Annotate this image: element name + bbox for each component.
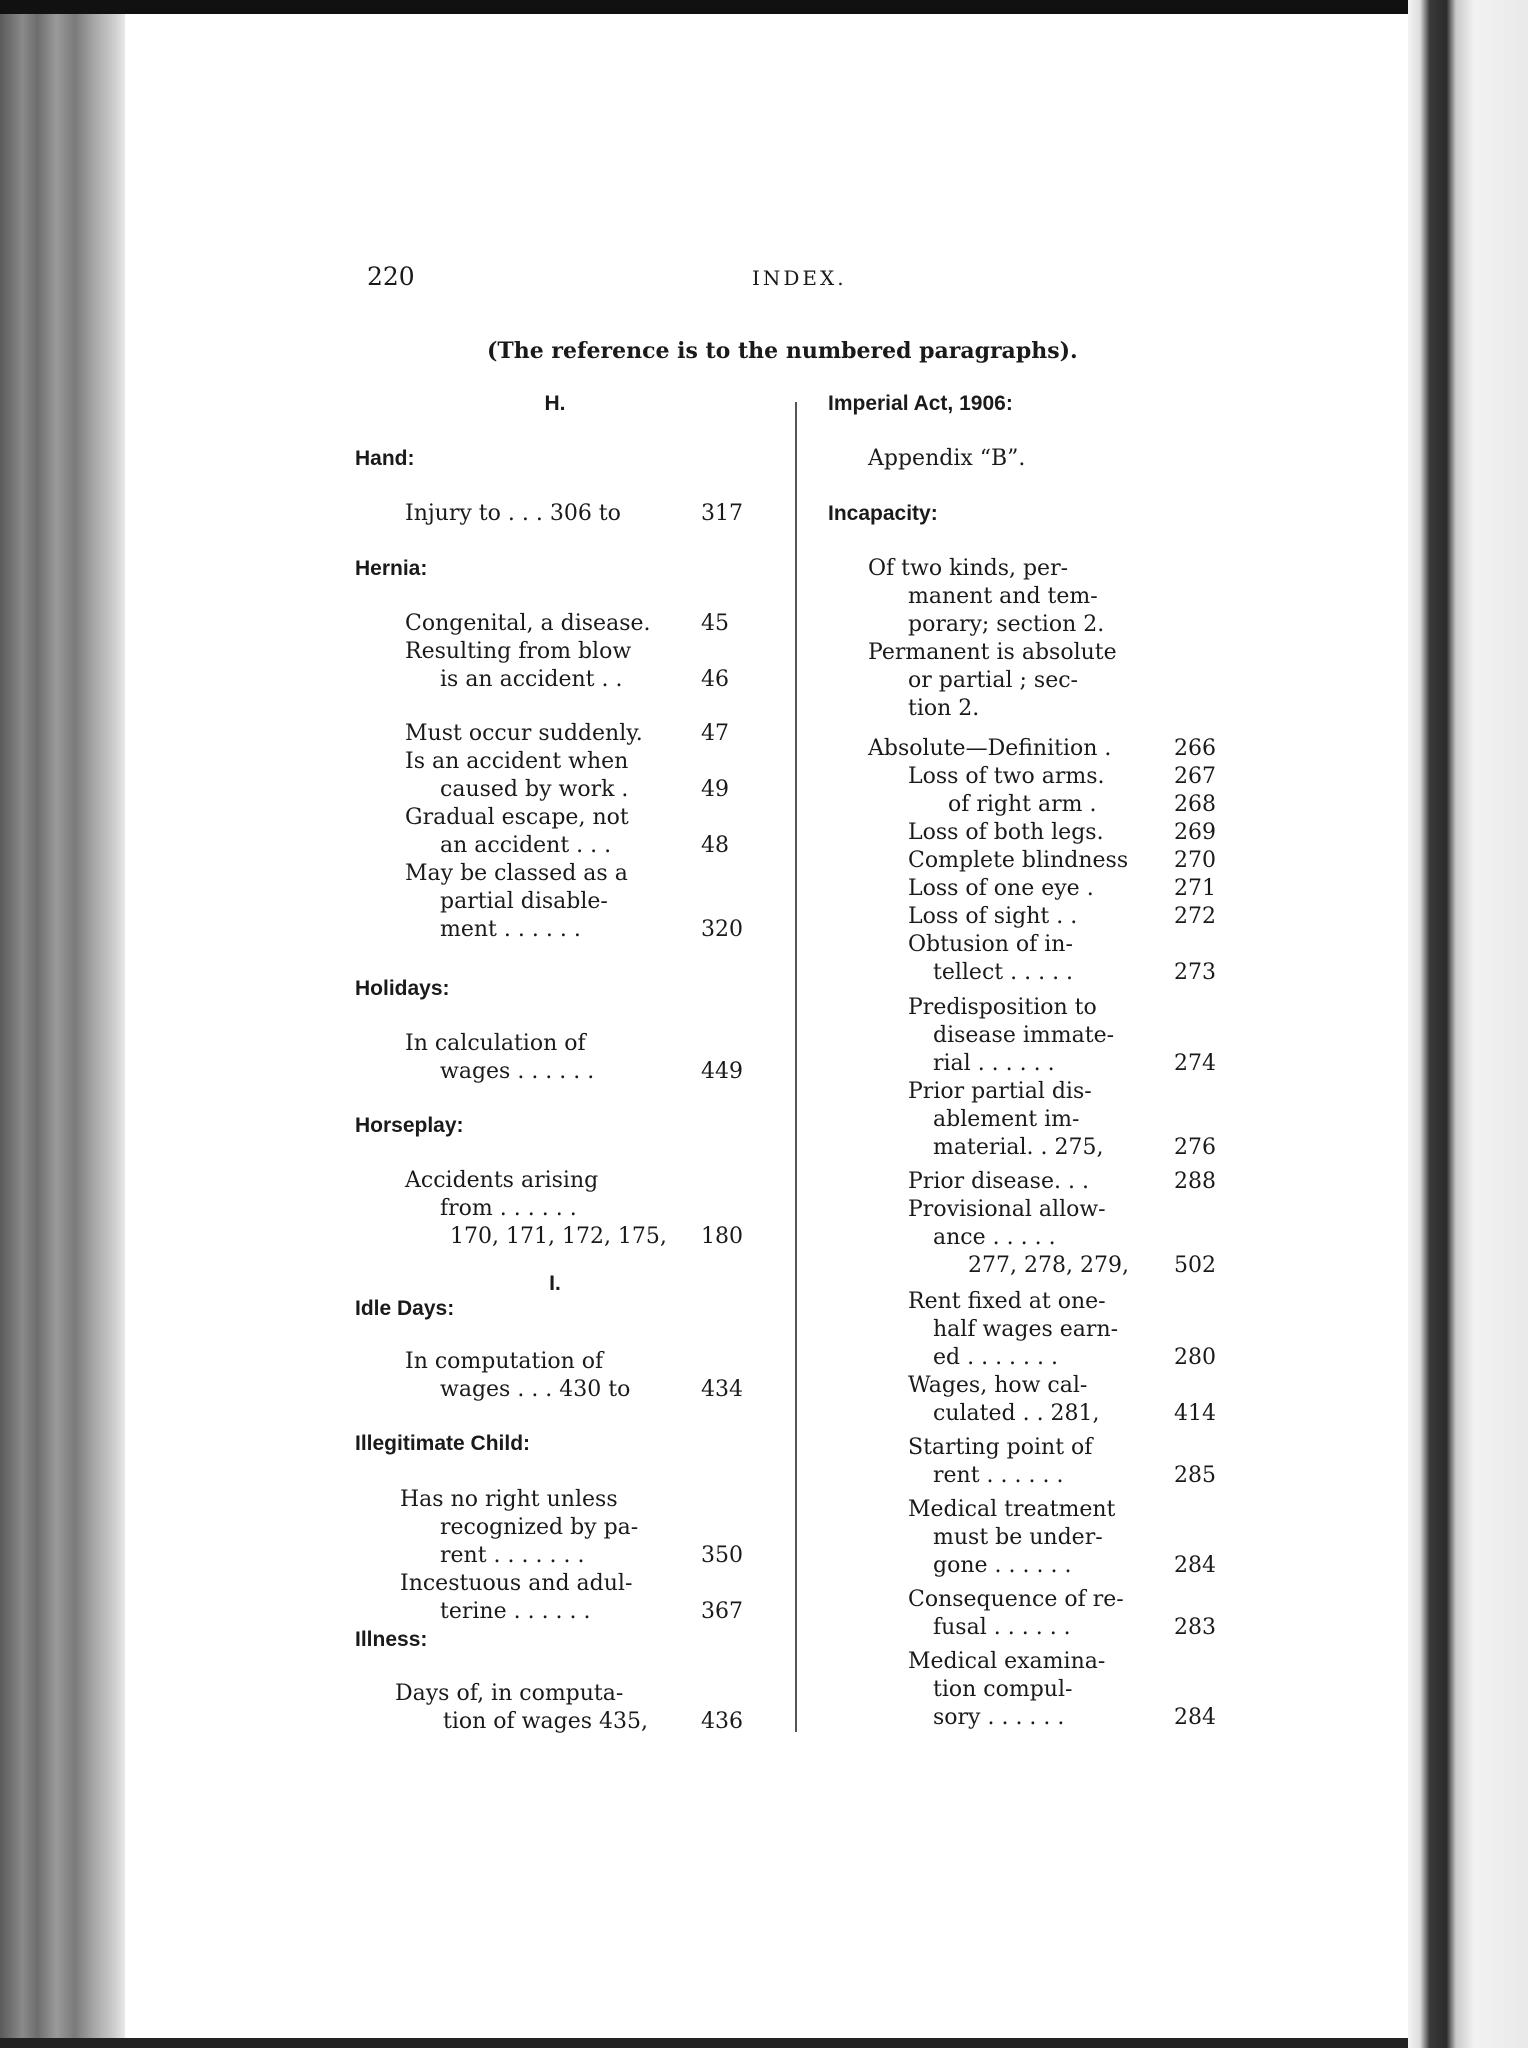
index-entry — [828, 1524, 1224, 1552]
paragraph-reference: 288 — [1174, 1169, 1216, 1194]
paragraph-reference: 434 — [701, 1377, 743, 1402]
index-entry — [828, 1496, 1224, 1524]
index-heading: Incapacity: — [828, 502, 938, 525]
entry-text: Starting point of — [908, 1435, 1093, 1460]
entry-text: wages . . . 430 to — [440, 1377, 631, 1402]
index-entry — [355, 776, 755, 804]
index-entry — [355, 748, 755, 776]
entry-text: In computation of — [405, 1349, 604, 1374]
entry-text: Permanent is absolute — [868, 640, 1117, 665]
index-entry — [828, 1344, 1224, 1372]
index-entry — [828, 847, 1224, 875]
index-entry — [355, 1376, 755, 1404]
index-entry — [355, 1514, 755, 1542]
facing-page-edge — [1408, 0, 1528, 2048]
index-entry — [828, 1676, 1224, 1704]
entry-text: Prior partial dis- — [908, 1079, 1092, 1104]
index-entry — [828, 1614, 1224, 1642]
entry-text: Is an accident when — [405, 749, 629, 774]
index-heading: Illness: — [355, 1628, 428, 1651]
index-entry — [828, 1704, 1224, 1732]
entry-text: Obtusion of in- — [908, 932, 1073, 957]
paragraph-reference: 49 — [701, 777, 729, 802]
index-entry — [355, 1542, 755, 1570]
index-entry — [828, 1224, 1224, 1252]
index-entry — [828, 875, 1224, 903]
entry-text: tellect . . . . . — [933, 960, 1074, 985]
paragraph-reference: 274 — [1174, 1051, 1216, 1076]
index-entry — [828, 1462, 1224, 1490]
index-entry — [828, 1316, 1224, 1344]
index-entry — [828, 445, 1224, 473]
index-entry — [355, 1167, 755, 1195]
paragraph-reference: 320 — [701, 917, 743, 942]
paragraph-reference: 284 — [1174, 1553, 1216, 1578]
paragraph-reference: 271 — [1174, 876, 1216, 901]
entry-text: Provisional allow- — [908, 1197, 1106, 1222]
entry-text: Appendix “B”. — [868, 446, 1026, 471]
paragraph-reference: 280 — [1174, 1345, 1216, 1370]
index-heading: Idle Days: — [355, 1297, 455, 1320]
paragraph-reference: 180 — [701, 1224, 743, 1249]
entry-text: Loss of sight . . — [908, 904, 1078, 929]
entry-text: 277, 278, 279, — [968, 1253, 1129, 1278]
index-entry — [828, 1050, 1224, 1078]
paragraph-reference: 414 — [1174, 1401, 1216, 1426]
entry-text: 170, 171, 172, 175, — [450, 1224, 667, 1249]
entry-text: tion 2. — [908, 696, 980, 721]
entry-text: Loss of two arms. — [908, 764, 1105, 789]
index-entry — [355, 1058, 755, 1086]
index-entry — [355, 610, 755, 638]
entry-text: Prior disease. . . — [908, 1169, 1089, 1194]
index-entry — [828, 639, 1224, 667]
index-entry — [828, 931, 1224, 959]
paragraph-reference: 285 — [1174, 1463, 1216, 1488]
entry-text: of right arm . — [948, 792, 1097, 817]
entry-text: Must occur suddenly. — [405, 721, 643, 746]
index-entry — [355, 860, 755, 888]
paragraph-reference: 436 — [701, 1709, 743, 1734]
index-entry — [828, 1372, 1224, 1400]
entry-text: or partial ; sec- — [908, 668, 1078, 693]
index-entry — [355, 1223, 755, 1251]
entry-text: Incestuous and adul- — [400, 1571, 633, 1596]
paragraph-reference: 350 — [701, 1543, 743, 1568]
index-entry — [828, 1196, 1224, 1224]
index-entry — [355, 720, 755, 748]
paragraph-reference: 45 — [701, 611, 729, 636]
index-entry — [355, 1708, 755, 1736]
index-heading: Illegitimate Child: — [355, 1432, 531, 1455]
index-entry — [828, 791, 1224, 819]
index-entry — [828, 903, 1224, 931]
entry-text: rent . . . . . . . — [440, 1543, 585, 1568]
index-entry — [355, 888, 755, 916]
paragraph-reference: 273 — [1174, 960, 1216, 985]
paragraph-reference: 317 — [701, 501, 743, 526]
index-entry — [828, 555, 1224, 583]
entry-text: Predisposition to — [908, 995, 1097, 1020]
paragraph-reference: 449 — [701, 1059, 743, 1084]
index-entry — [828, 1552, 1224, 1580]
index-entry — [828, 1134, 1224, 1162]
paragraph-reference: 272 — [1174, 904, 1216, 929]
paragraph-reference: 266 — [1174, 736, 1216, 761]
index-entry — [828, 667, 1224, 695]
entry-text: wages . . . . . . — [440, 1059, 595, 1084]
entry-text: ed . . . . . . . — [933, 1345, 1059, 1370]
index-entry — [828, 763, 1224, 791]
paragraph-reference: 269 — [1174, 820, 1216, 845]
entry-text: Resulting from blow — [405, 639, 632, 664]
index-entry — [828, 819, 1224, 847]
paragraph-reference: 367 — [701, 1599, 743, 1624]
entry-text: Of two kinds, per- — [868, 556, 1069, 581]
paragraph-reference: 48 — [701, 833, 729, 858]
entry-text: Complete blindness — [908, 848, 1129, 873]
entry-text: caused by work . — [440, 777, 629, 802]
index-entry — [355, 1486, 755, 1514]
entry-text: Congenital, a disease. — [405, 611, 651, 636]
entry-text: tion of wages 435, — [443, 1709, 648, 1734]
entry-text: In calculation of — [405, 1031, 586, 1056]
paragraph-reference: 47 — [701, 721, 729, 746]
index-entry — [355, 1348, 755, 1376]
index-entry — [355, 1195, 755, 1223]
paragraph-reference: 284 — [1174, 1705, 1216, 1730]
entry-text: terine . . . . . . — [440, 1599, 591, 1624]
book-page-edges — [0, 0, 125, 2048]
entry-text: recognized by pa- — [440, 1515, 639, 1540]
entry-text: Gradual escape, not — [405, 805, 629, 830]
index-entry — [828, 1168, 1224, 1196]
entry-text: Days of, in computa- — [395, 1681, 624, 1706]
index-heading: Hernia: — [355, 557, 428, 580]
entry-text: an accident . . . — [440, 833, 612, 858]
entry-text: is an accident . . — [440, 667, 623, 692]
entry-text: rent . . . . . . — [933, 1463, 1064, 1488]
entry-text: Medical treatment — [908, 1497, 1116, 1522]
index-entry — [828, 1648, 1224, 1676]
entry-text: Accidents arising — [405, 1168, 599, 1193]
entry-text: Consequence of re- — [908, 1587, 1124, 1612]
index-entry — [828, 611, 1224, 639]
running-head: INDEX. — [752, 266, 847, 290]
section-letter: H. — [544, 392, 566, 415]
index-entry — [828, 695, 1224, 723]
index-entry — [355, 1030, 755, 1058]
paragraph-reference: 46 — [701, 667, 729, 692]
index-heading: Horseplay: — [355, 1114, 464, 1137]
paragraph-reference: 283 — [1174, 1615, 1216, 1640]
index-entry — [355, 666, 755, 694]
entry-text: Wages, how cal- — [908, 1373, 1088, 1398]
paragraph-reference: 276 — [1174, 1135, 1216, 1160]
paragraph-reference: 502 — [1174, 1253, 1216, 1278]
entry-text: Medical examina- — [908, 1649, 1106, 1674]
reference-note: (The reference is to the numbered paragraphs). — [487, 338, 1078, 364]
index-heading: Imperial Act, 1906: — [828, 392, 1013, 415]
entry-text: Loss of one eye . — [908, 876, 1094, 901]
entry-text: half wages earn- — [933, 1317, 1119, 1342]
index-entry — [355, 500, 755, 528]
entry-text: Loss of both legs. — [908, 820, 1104, 845]
entry-text: material. . 275, — [933, 1135, 1104, 1160]
entry-text: Rent fixed at one- — [908, 1289, 1106, 1314]
page-number: 220 — [367, 262, 415, 291]
index-entry — [828, 1252, 1224, 1280]
paragraph-reference: 267 — [1174, 764, 1216, 789]
paragraph-reference: 270 — [1174, 848, 1216, 873]
index-entry — [828, 583, 1224, 611]
entry-text: ment . . . . . . — [440, 917, 581, 942]
index-entry — [828, 994, 1224, 1022]
paragraph-reference: 268 — [1174, 792, 1216, 817]
section-letter: I. — [549, 1272, 561, 1295]
index-entry — [355, 1680, 755, 1708]
entry-text: must be under- — [933, 1525, 1103, 1550]
index-entry — [355, 804, 755, 832]
index-entry — [828, 1586, 1224, 1614]
index-heading: Holidays: — [355, 977, 450, 1000]
entry-text: manent and tem- — [908, 584, 1098, 609]
entry-text: Has no right unless — [400, 1487, 618, 1512]
index-entry — [828, 1078, 1224, 1106]
entry-text: from . . . . . . — [440, 1196, 577, 1221]
scan-border-top — [0, 0, 1528, 14]
entry-text: partial disable- — [440, 889, 608, 914]
entry-text: porary; section 2. — [908, 612, 1105, 637]
entry-text: ablement im- — [933, 1107, 1080, 1132]
index-entry — [828, 735, 1224, 763]
column-divider — [795, 402, 797, 1732]
entry-text: gone . . . . . . — [933, 1553, 1072, 1578]
index-entry — [828, 1288, 1224, 1316]
index-entry — [355, 1598, 755, 1626]
entry-text: May be classed as a — [405, 861, 628, 886]
entry-text: tion compul- — [933, 1677, 1073, 1702]
index-entry — [828, 959, 1224, 987]
entry-text: ance . . . . . — [933, 1225, 1056, 1250]
entry-text: culated . . 281, — [933, 1401, 1100, 1426]
index-entry — [355, 832, 755, 860]
entry-text: rial . . . . . . — [933, 1051, 1055, 1076]
index-entry — [828, 1022, 1224, 1050]
index-entry — [355, 1570, 755, 1598]
index-entry — [828, 1106, 1224, 1134]
index-entry — [355, 916, 755, 944]
entry-text: fusal . . . . . . — [933, 1615, 1071, 1640]
index-heading: Hand: — [355, 447, 415, 470]
entry-text: Absolute—Definition . — [868, 736, 1112, 761]
entry-text: disease immate- — [933, 1023, 1115, 1048]
index-entry — [828, 1434, 1224, 1462]
index-entry — [828, 1400, 1224, 1428]
entry-text: Injury to . . . 306 to — [405, 501, 621, 526]
scan-border-bottom — [0, 2038, 1528, 2048]
index-entry — [355, 638, 755, 666]
entry-text: sory . . . . . . — [933, 1705, 1065, 1730]
